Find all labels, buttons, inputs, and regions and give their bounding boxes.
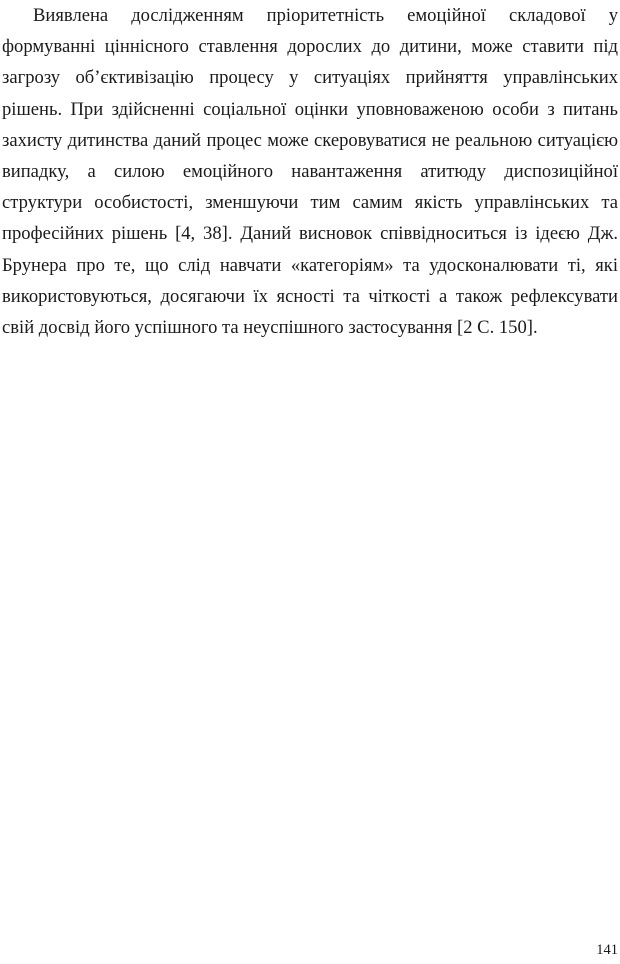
page-number: 141 (596, 942, 618, 958)
body-paragraph: Виявлена дослідженням пріоритетність емоційної складової у формуванні ціннісного ставлення дорослих до дитини, може ставити під загрозу об’єктивізацію процесу у ситуаціях прийняття управлінських рішень. При здійсненні соціальної оцінки уповноваженою особи з питань захисту дитинства даний процес може скеровуватися не реальною ситуацією випадку, а силою емоційного навантаження атитюду диспозиційної структури особистості, зменшуючи тим самим якість управлінських та професійних рішень [4, 38]. Даний висновок співвідноситься із ідеєю Дж. Брунера про те, що слід навчати «категоріям» та удосконалювати ті, які використовуються, досягаючи їх ясності та чіткості а також рефлексувати свій досвід його успішного та неуспішного застосування [2 С. 150]. (2, 5, 618, 339)
